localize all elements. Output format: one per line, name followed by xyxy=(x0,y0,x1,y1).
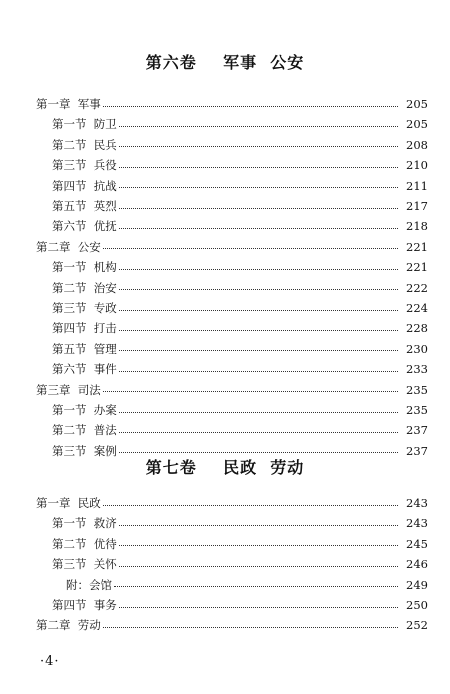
dot-leader xyxy=(114,580,398,587)
dot-leader xyxy=(103,385,398,392)
toc-entry-section xyxy=(0,401,450,419)
toc-entry-page: 228 xyxy=(406,321,428,336)
toc-entry-label: 第五节 管理 xyxy=(52,341,117,356)
toc-entry-page: 246 xyxy=(406,557,428,572)
dot-leader xyxy=(119,120,398,127)
toc-entry-label: 第六节 优抚 xyxy=(52,219,117,234)
toc-entry-page: 243 xyxy=(406,496,428,510)
toc-entry-chapter xyxy=(0,616,450,634)
toc-entry-page: 208 xyxy=(406,137,428,152)
toc-entry-page: 222 xyxy=(406,280,428,295)
toc-entry-page: 205 xyxy=(406,97,428,111)
toc-entry-label: 第五节 英烈 xyxy=(52,199,117,213)
toc-entry-label: 第二节 普法 xyxy=(52,423,117,438)
toc-entry-label: 第三节 案例 xyxy=(52,443,117,458)
page-number: ·4· xyxy=(40,654,60,669)
toc-entry-page: 210 xyxy=(406,158,428,173)
toc-entry-page: 252 xyxy=(406,618,428,633)
toc-entry-section xyxy=(0,136,450,154)
toc-entry-label: 第一节 机构 xyxy=(52,260,117,275)
toc-entry-label: 第六节 事件 xyxy=(52,362,117,377)
toc-entry-chapter xyxy=(0,494,450,512)
dot-leader xyxy=(103,242,398,249)
toc-entry-page: 237 xyxy=(406,423,428,438)
volume-6-title: 第六卷 军事 公安 xyxy=(145,53,305,72)
dot-leader xyxy=(119,283,398,290)
dot-leader xyxy=(119,161,398,168)
toc-entry-section xyxy=(0,197,450,215)
toc-entry-section xyxy=(0,115,450,133)
toc-entry-section xyxy=(0,177,450,195)
toc-entry-page: 237 xyxy=(406,443,428,458)
toc-entry-section xyxy=(0,514,450,532)
toc-entry-section xyxy=(0,319,450,337)
toc-entry-section xyxy=(0,555,450,573)
toc-entry-label: 第一章 军事 xyxy=(36,97,101,111)
toc-entry-page: 249 xyxy=(406,577,428,592)
toc-entry-page: 218 xyxy=(406,219,428,234)
toc-entry-page: 233 xyxy=(406,362,428,377)
dot-leader xyxy=(119,426,398,433)
toc-entry-label: 第二章 公安 xyxy=(36,239,101,254)
toc-entry-label: 第一节 办案 xyxy=(52,403,117,417)
toc-entry-section xyxy=(0,535,450,553)
dot-leader xyxy=(119,344,398,351)
toc-entry-page: 243 xyxy=(406,516,428,531)
dot-leader xyxy=(103,100,398,107)
toc-entry-page: 217 xyxy=(406,199,428,213)
volume-7-title: 第七卷 民政 劳动 xyxy=(145,458,305,477)
toc-entry-page: 211 xyxy=(406,178,428,193)
dot-leader xyxy=(119,222,398,229)
toc-entry-page: 224 xyxy=(406,301,428,315)
dot-leader xyxy=(119,140,398,147)
toc-entry-section xyxy=(0,258,450,276)
toc-entry-section xyxy=(0,340,450,358)
dot-leader xyxy=(119,304,398,311)
toc-entry-appendix xyxy=(0,576,450,594)
toc-entry-page: 221 xyxy=(406,260,428,275)
toc-entry-label: 第一章 民政 xyxy=(36,496,101,510)
dot-leader xyxy=(119,519,398,526)
toc-entry-page: 245 xyxy=(406,536,428,551)
toc-entry-section xyxy=(0,299,450,317)
toc-entry-label: 附：会馆 xyxy=(66,577,112,592)
toc-entry-page: 250 xyxy=(406,598,428,612)
dot-leader xyxy=(103,499,398,506)
toc-entry-label: 第二节 民兵 xyxy=(52,137,117,152)
toc-entry-page: 221 xyxy=(406,239,428,254)
toc-entry-section xyxy=(0,156,450,174)
toc-entry-label: 第一节 防卫 xyxy=(52,117,117,132)
toc-entry-section xyxy=(0,360,450,378)
dot-leader xyxy=(119,446,398,453)
toc-entry-section xyxy=(0,421,450,439)
dot-leader xyxy=(119,601,398,608)
dot-leader xyxy=(119,202,398,209)
dot-leader xyxy=(119,406,398,413)
toc-entry-label: 第二章 劳动 xyxy=(36,618,101,633)
toc-entry-label: 第四节 事务 xyxy=(52,598,117,612)
dot-leader xyxy=(119,181,398,188)
toc-entry-label: 第三节 关怀 xyxy=(52,557,117,572)
toc-entry-label: 第一节 救济 xyxy=(52,516,117,531)
toc-entry-chapter xyxy=(0,381,450,399)
toc-entry-label: 第三章 司法 xyxy=(36,382,101,397)
toc-entry-section xyxy=(0,217,450,235)
dot-leader xyxy=(119,324,398,331)
dot-leader xyxy=(119,539,398,546)
dot-leader xyxy=(103,621,398,628)
dot-leader xyxy=(119,560,398,567)
toc-entry-label: 第二节 治安 xyxy=(52,280,117,295)
toc-entry-section xyxy=(0,279,450,297)
toc-entry-label: 第二节 优待 xyxy=(52,536,117,551)
toc-entry-chapter xyxy=(0,95,450,113)
toc-entry-label: 第三节 专政 xyxy=(52,301,117,315)
toc-entry-label: 第三节 兵役 xyxy=(52,158,117,173)
toc-entry-section xyxy=(0,596,450,614)
toc-entry-chapter xyxy=(0,238,450,256)
dot-leader xyxy=(119,263,398,270)
toc-entry-page: 235 xyxy=(406,382,428,397)
toc-entry-label: 第四节 打击 xyxy=(52,321,117,336)
dot-leader xyxy=(119,365,398,372)
toc-entry-page: 230 xyxy=(406,341,428,356)
toc-entry-page: 235 xyxy=(406,403,428,417)
toc-entry-page: 205 xyxy=(406,117,428,132)
toc-entry-label: 第四节 抗战 xyxy=(52,178,117,193)
